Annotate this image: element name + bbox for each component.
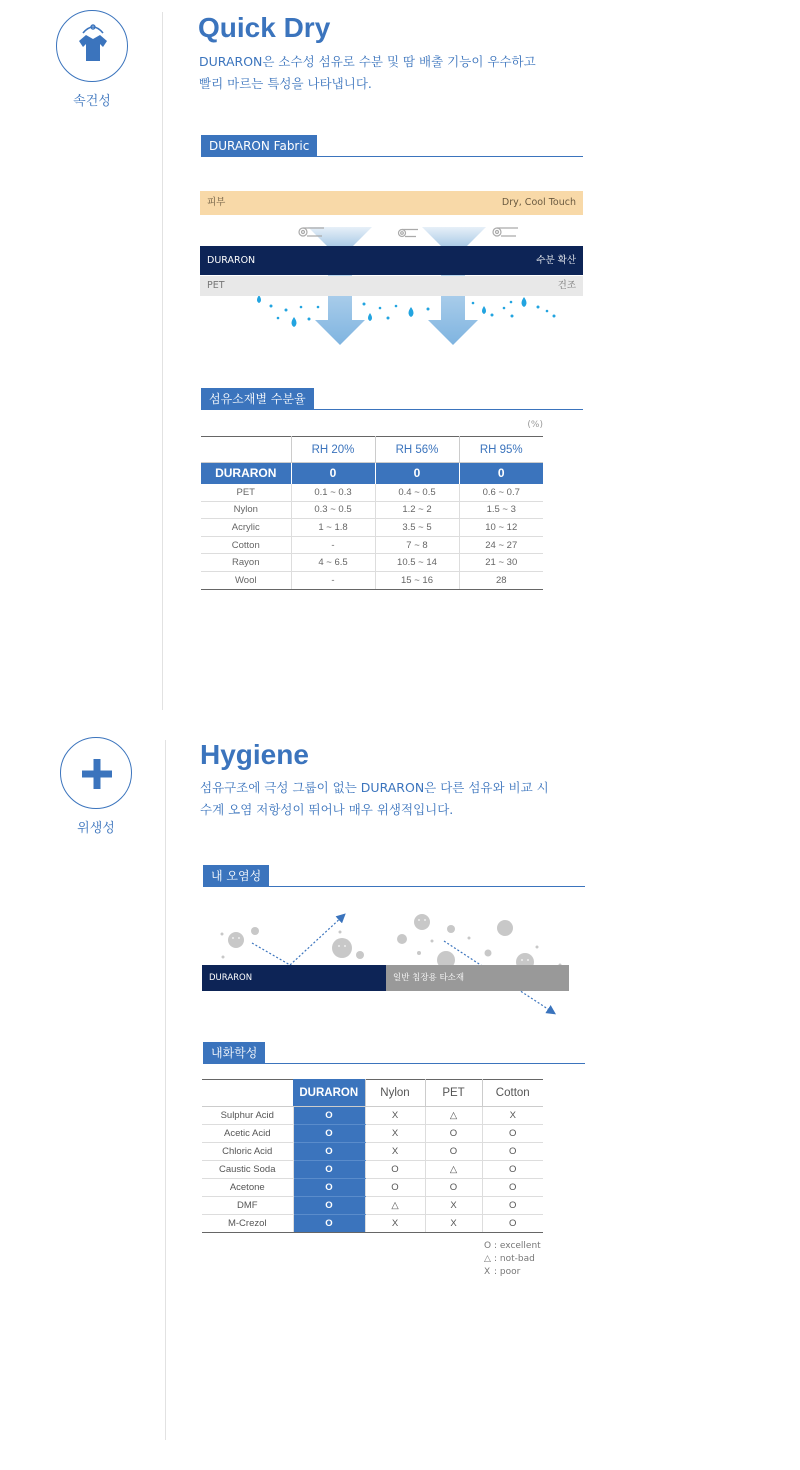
quick-dry-icon-circle [56, 10, 128, 82]
chemical-resistance-table [202, 1079, 543, 1233]
table-cell: 24 ~ 27 [459, 536, 543, 554]
table-cell: X [365, 1107, 425, 1125]
table-cell: 0 [291, 463, 375, 484]
table-row [201, 554, 543, 572]
legend-symbol: O [484, 1241, 492, 1251]
table-header-cell: Cotton [482, 1080, 543, 1107]
table-row [201, 571, 543, 589]
table-cell: O [365, 1179, 425, 1197]
table-cell: △ [425, 1161, 482, 1179]
table-cell: O [293, 1143, 365, 1161]
duraron-surface-band [202, 965, 386, 991]
legend-text: : excellent [494, 1241, 541, 1251]
table-cell: Acrylic [201, 519, 291, 537]
table-cell: X [482, 1107, 543, 1125]
water-drop-icon [257, 295, 556, 327]
table-cell: Acetic Acid [202, 1125, 293, 1143]
table-cell: - [291, 536, 375, 554]
stain-diagram-graphics [202, 905, 570, 1020]
table-cell: X [425, 1215, 482, 1233]
table-cell: - [291, 571, 375, 589]
table-cell: O [293, 1215, 365, 1233]
table-row [201, 536, 543, 554]
table-cell: 0.1 ~ 0.3 [291, 484, 375, 502]
pet-layer-label: PET [207, 280, 225, 291]
table-cell: O [293, 1107, 365, 1125]
table-cell: O [482, 1143, 543, 1161]
table-row [202, 1125, 543, 1143]
table-cell: 0.6 ~ 0.7 [459, 484, 543, 502]
hygiene-icon-circle [60, 737, 132, 809]
table-cell: Acetone [202, 1179, 293, 1197]
hygiene-title: Hygiene [200, 739, 309, 770]
drying-label: 건조 [557, 280, 576, 291]
table-header-cell [202, 1080, 293, 1107]
table-cell: M-Crezol [202, 1215, 293, 1233]
quick-dry-icon-label: 속건성 [73, 94, 111, 109]
section-divider-line [162, 12, 163, 710]
duraron-surface-label: DURARON [209, 973, 253, 983]
table-cell: O [425, 1125, 482, 1143]
table-cell: 15 ~ 16 [375, 571, 459, 589]
table-cell: X [365, 1125, 425, 1143]
table-cell: O [293, 1125, 365, 1143]
table-cell: X [365, 1143, 425, 1161]
table-cell: 0 [459, 463, 543, 484]
table-cell: 0.3 ~ 0.5 [291, 501, 375, 519]
table-cell: O [293, 1161, 365, 1179]
table-row [201, 484, 543, 502]
table-cell: △ [365, 1197, 425, 1215]
table-cell: Wool [201, 571, 291, 589]
table-row [202, 1161, 543, 1179]
duraron-layer-label: DURARON [207, 255, 256, 266]
table-cell: 7 ~ 8 [375, 536, 459, 554]
table-cell: DMF [202, 1197, 293, 1215]
table-cell: O [482, 1179, 543, 1197]
legend-item [484, 1266, 541, 1279]
other-material-band [386, 965, 569, 991]
table-cell: 0.4 ~ 0.5 [375, 484, 459, 502]
plus-icon [61, 738, 133, 810]
quick-dry-title: Quick Dry [198, 12, 331, 43]
table-cell: Sulphur Acid [202, 1107, 293, 1125]
table-row [202, 1215, 543, 1233]
label-underline [201, 409, 583, 410]
moisture-rate-table [201, 436, 543, 590]
table-cell: O [482, 1215, 543, 1233]
table-row [201, 501, 543, 519]
legend-symbol: △ [484, 1254, 491, 1264]
chemical-resistance-label: 내화학성 [203, 1042, 265, 1064]
label-underline [203, 1063, 585, 1064]
legend-item [484, 1253, 541, 1266]
table-cell: Cotton [201, 536, 291, 554]
table-cell: PET [201, 484, 291, 502]
table-cell: Rayon [201, 554, 291, 572]
label-underline [203, 886, 585, 887]
table-cell: Nylon [201, 501, 291, 519]
unit-label: (%) [527, 420, 543, 430]
table-header-cell: RH 95% [459, 437, 543, 463]
table-cell: O [365, 1161, 425, 1179]
table-cell: O [482, 1197, 543, 1215]
table-cell: X [365, 1215, 425, 1233]
table-header-cell: DURARON [293, 1080, 365, 1107]
rating-legend [484, 1240, 541, 1279]
table-cell: 21 ~ 30 [459, 554, 543, 572]
table-cell: 1 ~ 1.8 [291, 519, 375, 537]
table-cell: O [482, 1161, 543, 1179]
table-header-cell: RH 20% [291, 437, 375, 463]
skin-label: 피부 [207, 197, 226, 208]
legend-text: : poor [494, 1267, 521, 1277]
desc-line: 빨리 마르는 특성을 나타냅니다. [199, 76, 372, 91]
table-header-cell: PET [425, 1080, 482, 1107]
table-cell: 0 [375, 463, 459, 484]
table-cell: 10 ~ 12 [459, 519, 543, 537]
table-cell: 3.5 ~ 5 [375, 519, 459, 537]
table-row [202, 1107, 543, 1125]
section-divider-line [165, 740, 166, 1440]
hygiene-icon-label: 위생성 [77, 821, 115, 836]
table-cell: Chloric Acid [202, 1143, 293, 1161]
table-cell: 1.2 ~ 2 [375, 501, 459, 519]
duraron-band [200, 246, 583, 275]
t-shirt-hanger-icon [57, 11, 129, 83]
wick-funnel [422, 227, 486, 247]
legend-symbol: X [484, 1267, 491, 1277]
table-cell: O [293, 1197, 365, 1215]
table-row [202, 1179, 543, 1197]
legend-text: : not-bad [494, 1254, 535, 1264]
dry-cool-label: Dry, Cool Touch [501, 197, 576, 208]
table-header-row [202, 1080, 543, 1107]
label-underline [201, 156, 583, 157]
fabric-label: DURARON Fabric [201, 135, 317, 157]
skin-band [200, 191, 583, 215]
table-cell: O [482, 1125, 543, 1143]
desc-line: 섬유구조에 극성 그룹이 없는 DURARON은 다른 섬유와 비교 시 [200, 780, 549, 795]
table-cell: 10.5 ~ 14 [375, 554, 459, 572]
table-cell: Caustic Soda [202, 1161, 293, 1179]
table-cell: X [425, 1197, 482, 1215]
table-cell: 1.5 ~ 3 [459, 501, 543, 519]
table-header-cell: Nylon [365, 1080, 425, 1107]
table-row [201, 519, 543, 537]
table-cell: 28 [459, 571, 543, 589]
table-cell: DURARON [201, 463, 291, 484]
hygiene-description [200, 777, 560, 821]
quick-dry-description [199, 51, 559, 95]
table-header-cell: RH 56% [375, 437, 459, 463]
table-cell: O [425, 1179, 482, 1197]
stain-resistance-label: 내 오염성 [203, 865, 269, 887]
table-cell: 4 ~ 6.5 [291, 554, 375, 572]
table-cell: O [425, 1143, 482, 1161]
table-row [202, 1197, 543, 1215]
desc-line: 수계 오염 저항성이 뛰어나 매우 위생적입니다. [200, 802, 454, 817]
moisture-diffusion-label: 수분 확산 [536, 255, 576, 266]
table-cell: △ [425, 1107, 482, 1125]
wick-funnel [308, 227, 372, 247]
other-material-label: 일반 침장용 타소재 [393, 973, 465, 983]
moisture-rate-label: 섬유소재별 수분율 [201, 388, 314, 410]
legend-item [484, 1240, 541, 1253]
desc-line: DURARON은 소수성 섬유로 수분 및 땀 배출 기능이 우수하고 [199, 54, 536, 69]
table-header-row [201, 437, 543, 463]
pet-band [200, 276, 583, 296]
table-cell: O [293, 1179, 365, 1197]
table-row-duraron [201, 463, 543, 484]
table-row [202, 1143, 543, 1161]
table-header-cell [201, 437, 291, 463]
